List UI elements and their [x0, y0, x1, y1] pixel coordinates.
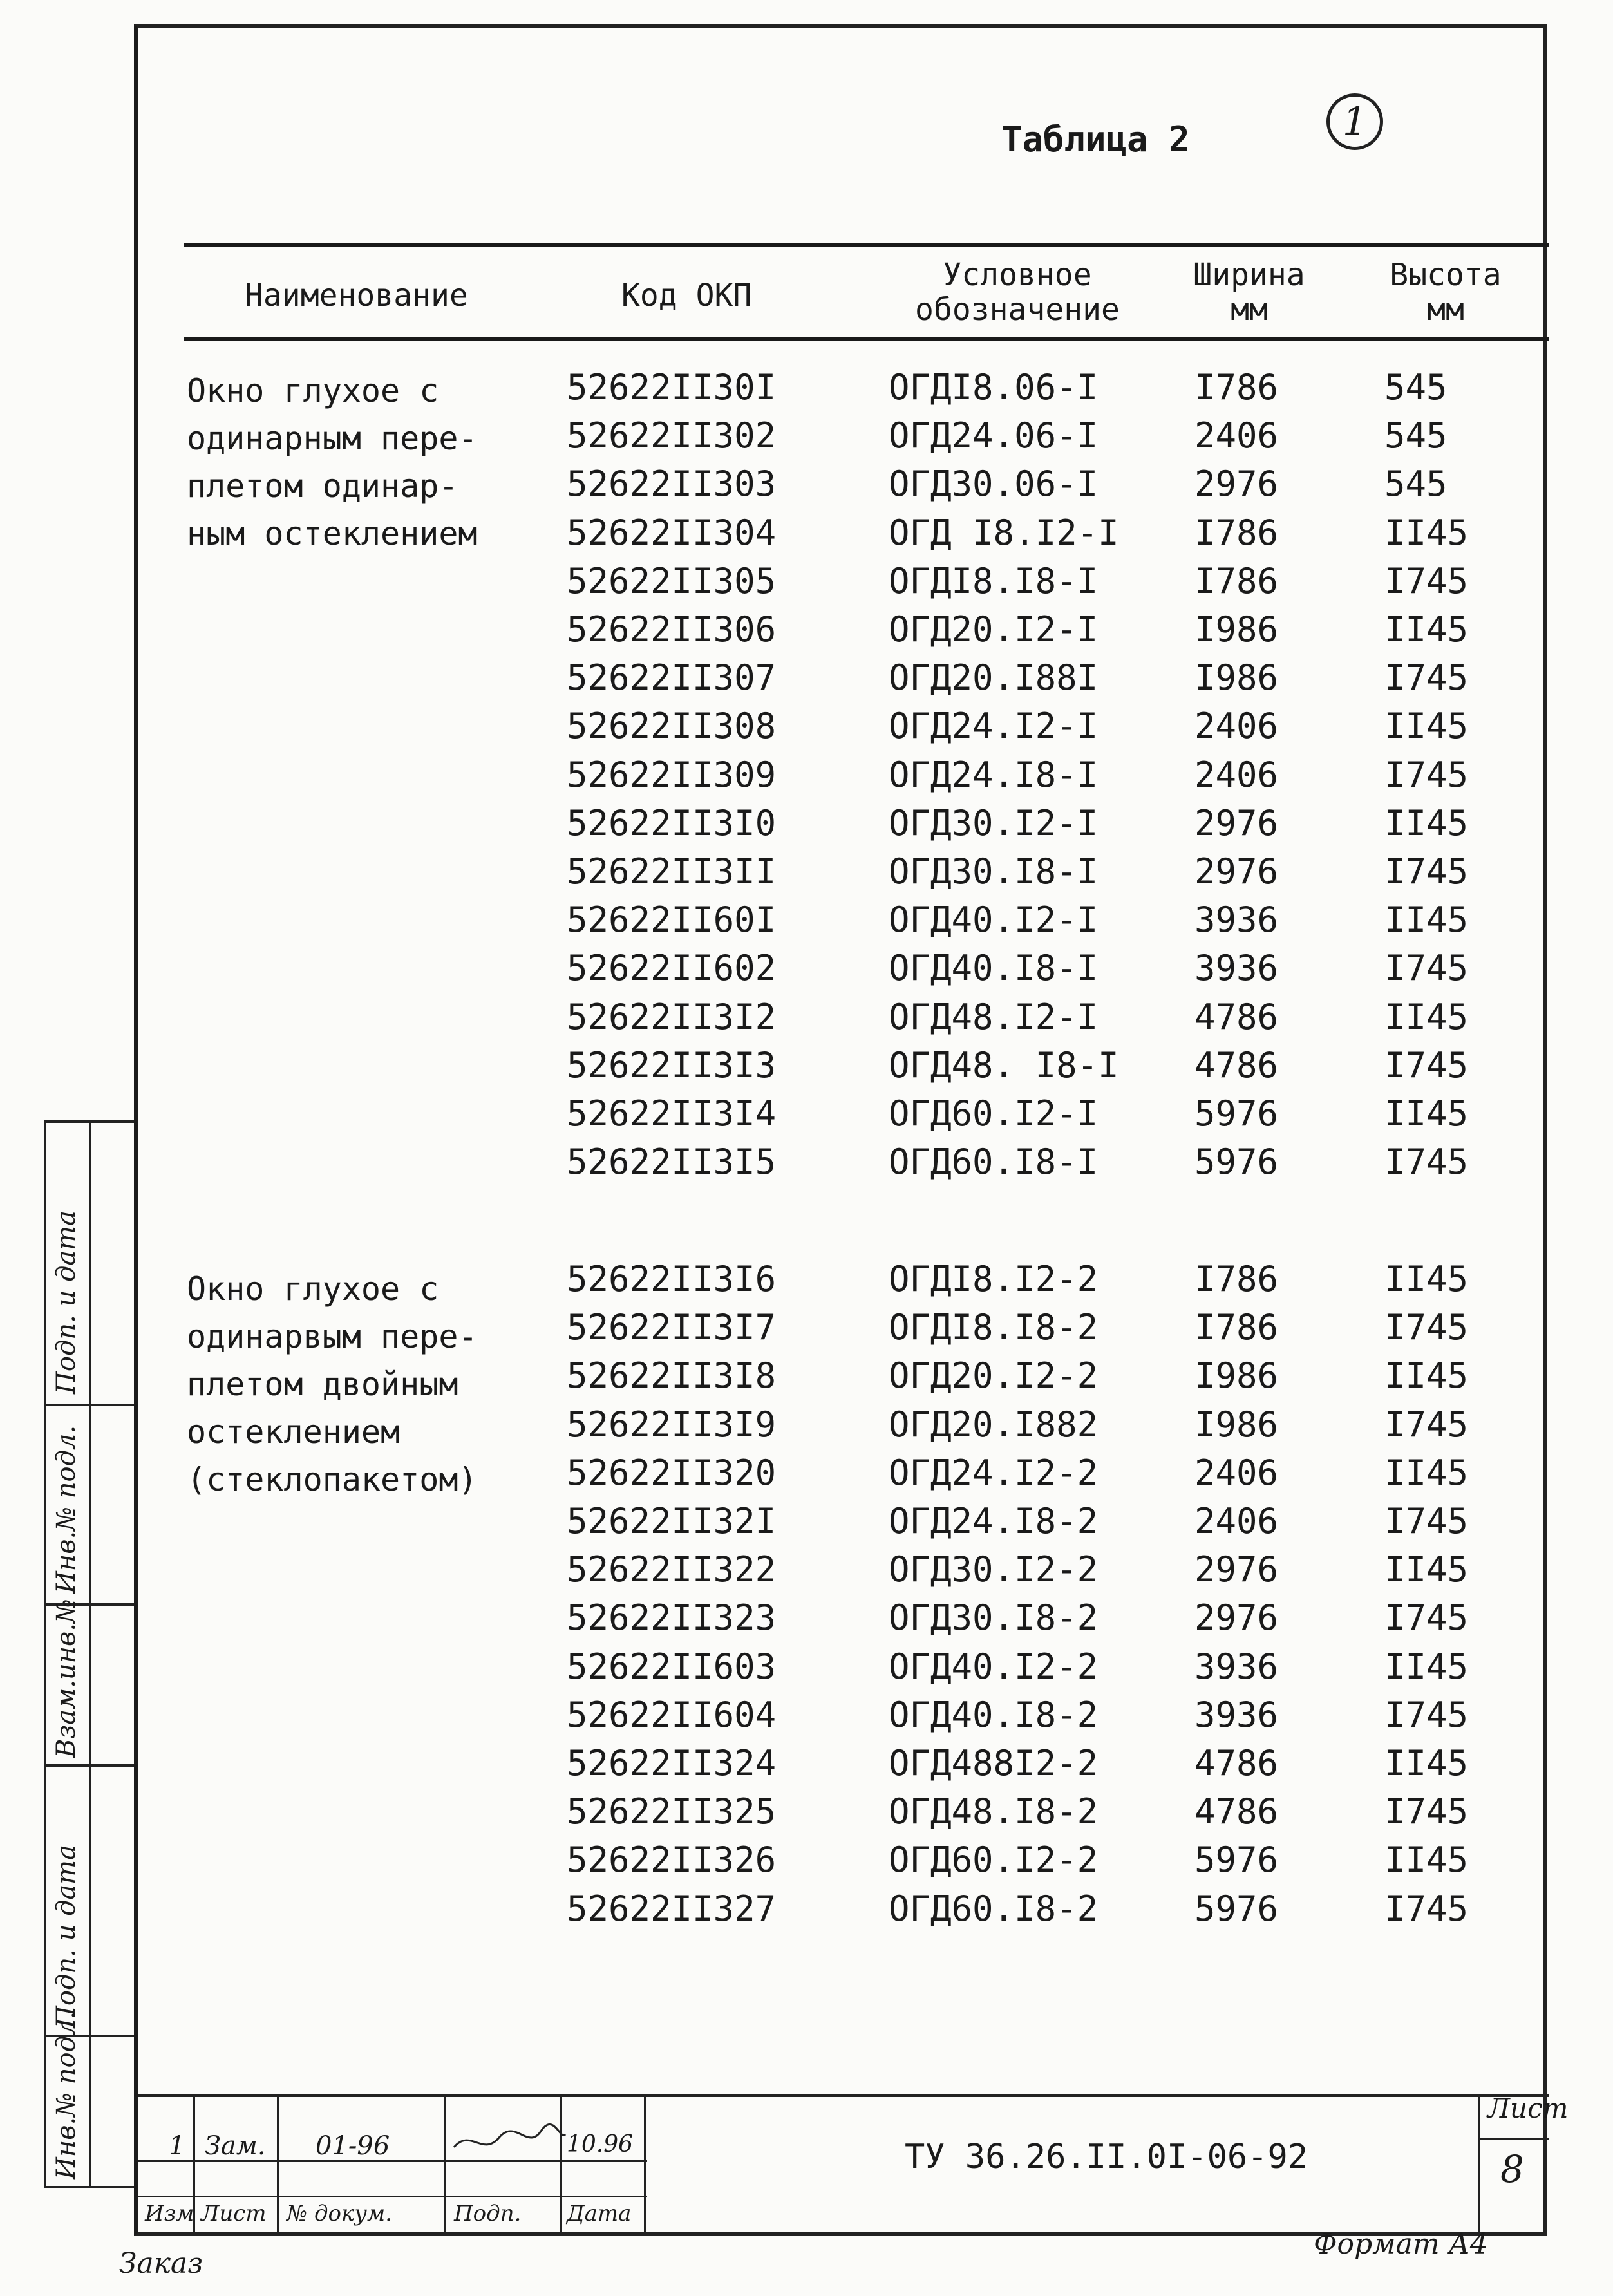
side-label: Подп. и дата	[52, 1845, 81, 2028]
width-value: 4786	[1194, 1044, 1279, 1086]
designation: ОГД60.I2-I	[889, 1093, 1099, 1134]
change-num: 1	[169, 2131, 185, 2161]
height-value: II45	[1384, 1743, 1469, 1783]
height-value: I745	[1384, 1142, 1469, 1183]
col-header-designation-line2: обозначение	[915, 292, 1120, 328]
height-value: I745	[1384, 1888, 1469, 1929]
table-title: Таблица 2	[1001, 119, 1190, 160]
okp-code: 52622II60I	[567, 899, 777, 941]
height-value: I745	[1384, 1307, 1469, 1348]
okp-code: 52622II3I9	[567, 1404, 777, 1445]
okp-code: 52622II604	[567, 1694, 777, 1735]
okp-code: 52622II306	[567, 609, 777, 650]
width-value: 5976	[1194, 1840, 1279, 1881]
height-value: II45	[1384, 1259, 1469, 1299]
width-value: 2406	[1194, 415, 1279, 456]
width-value: 2406	[1194, 706, 1279, 747]
okp-code: 52622II3I8	[567, 1355, 777, 1397]
designation: ОГД40.I2-I	[889, 899, 1099, 941]
width-value: 3936	[1194, 1694, 1279, 1735]
height-value: I745	[1384, 1694, 1469, 1735]
title-block-top	[138, 2094, 1549, 2097]
designation: ОГД20.I2-2	[889, 1355, 1099, 1397]
okp-code: 52622II322	[567, 1549, 777, 1590]
designation: ОГД488I2-2	[889, 1743, 1099, 1783]
designation: ОГД60.I8-2	[889, 1888, 1099, 1929]
width-value: 2976	[1194, 851, 1279, 892]
page-mark: 1	[1326, 93, 1383, 150]
okp-code: 52622II305	[567, 560, 777, 601]
width-value: 2976	[1194, 464, 1279, 505]
width-value: I986	[1194, 1355, 1279, 1397]
height-value: I745	[1384, 560, 1469, 601]
designation: ОГД40.I2-2	[889, 1646, 1099, 1687]
col-header-width	[1185, 258, 1314, 327]
okp-code: 52622II307	[567, 657, 777, 699]
height-value: II45	[1384, 1549, 1469, 1590]
label-list: Лист	[201, 2201, 267, 2226]
title-block-sheet-line	[1478, 2138, 1549, 2140]
group-name-line: плетом двойным	[187, 1366, 458, 1403]
height-value: II45	[1384, 899, 1469, 941]
designation: ОГД60.I2-2	[889, 1840, 1099, 1881]
height-value: 545	[1384, 464, 1448, 505]
okp-code: 52622II603	[567, 1646, 777, 1687]
width-value: I986	[1194, 657, 1279, 699]
height-value: I745	[1384, 851, 1469, 892]
height-value: I745	[1384, 1597, 1469, 1639]
side-label: Подп. и дата	[52, 1210, 81, 1394]
okp-code: 52622II323	[567, 1597, 777, 1639]
okp-code: 52622II308	[567, 706, 777, 747]
height-value: II45	[1384, 609, 1469, 650]
okp-code: 52622II309	[567, 754, 777, 795]
designation: ОГД30.I2-I	[889, 802, 1099, 843]
height-value: 545	[1384, 415, 1448, 456]
header-top-rule	[184, 243, 1549, 247]
width-value: 2406	[1194, 754, 1279, 795]
width-value: 2976	[1194, 802, 1279, 843]
group-name-line: одинарвым пере-	[187, 1318, 478, 1355]
width-value: 3936	[1194, 1646, 1279, 1687]
height-value: II45	[1384, 1646, 1469, 1687]
okp-code: 52622II3I4	[567, 1093, 777, 1134]
height-value: II45	[1384, 1452, 1469, 1493]
col-header-width-line2: мм	[1231, 292, 1268, 328]
width-value: 4786	[1194, 996, 1279, 1037]
label-doc: № докум.	[287, 2201, 393, 2226]
col-header-height-line1: Высота	[1390, 257, 1502, 293]
change-type: Зам.	[205, 2131, 266, 2161]
height-value: I745	[1384, 1501, 1469, 1541]
width-value: 2976	[1194, 1597, 1279, 1639]
okp-code: 52622II325	[567, 1791, 777, 1832]
col-header-code: Код ОКП	[621, 278, 752, 314]
okp-code: 52622II3I5	[567, 1142, 777, 1183]
height-value: II45	[1384, 512, 1469, 553]
side-stamp-line	[44, 1120, 134, 1123]
height-value: II45	[1384, 1840, 1469, 1881]
okp-code: 52622II326	[567, 1840, 777, 1881]
side-label: Взам.инв.№	[52, 1599, 81, 1758]
height-value: I745	[1384, 1404, 1469, 1445]
okp-code: 52622II3I0	[567, 802, 777, 843]
signature	[451, 2122, 567, 2160]
width-value: I986	[1194, 609, 1279, 650]
side-stamp-line	[44, 1404, 134, 1406]
width-value: I986	[1194, 1404, 1279, 1445]
designation: ОГД24.I8-2	[889, 1501, 1099, 1541]
change-date: 10.96	[567, 2131, 634, 2158]
okp-code: 52622II3II	[567, 851, 777, 892]
col-header-name: Наименование	[245, 278, 468, 314]
width-value: 3936	[1194, 899, 1279, 941]
side-stamp-line	[44, 2186, 134, 2188]
label-sign: Подп.	[454, 2201, 522, 2226]
side-stamp-edge	[44, 1120, 46, 2188]
designation: ОГД20.I882	[889, 1404, 1099, 1445]
okp-code: 52622II320	[567, 1452, 777, 1493]
group-2-name	[187, 1265, 478, 1503]
width-value: 5976	[1194, 1142, 1279, 1183]
height-value: II45	[1384, 706, 1469, 747]
group-name-line: одинарным пере-	[187, 420, 478, 457]
title-block-row-line	[138, 2196, 647, 2197]
side-label: Инв.№ подл.	[52, 2011, 81, 2179]
width-value: 3936	[1194, 948, 1279, 989]
designation: ОГД48. I8-I	[889, 1044, 1119, 1086]
height-value: II45	[1384, 802, 1469, 843]
designation: ОГДI8.I2-2	[889, 1259, 1099, 1299]
title-block-divider	[644, 2094, 646, 2232]
group-name-line: остеклением	[187, 1413, 401, 1451]
sheet-number: 8	[1500, 2147, 1524, 2191]
group-name-line: (стеклопакетом)	[187, 1461, 478, 1498]
height-value: I745	[1384, 657, 1469, 699]
col-header-height-line2: мм	[1427, 292, 1464, 328]
okp-code: 52622II303	[567, 464, 777, 505]
side-stamp-line	[44, 1764, 134, 1767]
okp-code: 52622II3I7	[567, 1307, 777, 1348]
label-date: Дата	[567, 2201, 632, 2226]
designation: ОГД48.I8-2	[889, 1791, 1099, 1832]
group-name-line: Окно глухое с	[187, 1270, 439, 1308]
height-value: I745	[1384, 948, 1469, 989]
col-header-width-line1: Ширина	[1193, 257, 1305, 293]
height-value: I745	[1384, 1044, 1469, 1086]
designation: ОГД24.06-I	[889, 415, 1099, 456]
width-value: I786	[1194, 512, 1279, 553]
col-header-height	[1365, 258, 1526, 327]
col-header-designation-line1: Условное	[943, 257, 1092, 293]
okp-code: 52622II30I	[567, 367, 777, 408]
okp-code: 52622II3I6	[567, 1259, 777, 1299]
width-value: I786	[1194, 367, 1279, 408]
designation: ОГД48.I2-I	[889, 996, 1099, 1037]
title-block-col	[277, 2094, 279, 2232]
designation: ОГД40.I8-I	[889, 948, 1099, 989]
height-value: 545	[1384, 367, 1448, 408]
width-value: 4786	[1194, 1791, 1279, 1832]
height-value: II45	[1384, 1093, 1469, 1134]
width-value: 5976	[1194, 1093, 1279, 1134]
side-label: Инв.№ подл.	[52, 1425, 81, 1594]
width-value: 2406	[1194, 1501, 1279, 1541]
col-header-designation	[889, 258, 1146, 327]
okp-code: 52622II32I	[567, 1501, 777, 1541]
okp-code: 52622II304	[567, 512, 777, 553]
okp-code: 52622II3I2	[567, 996, 777, 1037]
height-value: II45	[1384, 996, 1469, 1037]
width-value: I786	[1194, 1259, 1279, 1299]
designation: ОГДI8.06-I	[889, 367, 1099, 408]
width-value: I786	[1194, 560, 1279, 601]
width-value: 2976	[1194, 1549, 1279, 1590]
designation: ОГД40.I8-2	[889, 1694, 1099, 1735]
title-block-col	[444, 2094, 446, 2232]
designation: ОГД30.06-I	[889, 464, 1099, 505]
designation: ОГДI8.I8-I	[889, 560, 1099, 601]
change-doc-num: 01-96	[316, 2131, 390, 2161]
format-label: Формат А4	[1314, 2228, 1488, 2261]
group-1-name	[187, 367, 478, 558]
designation: ОГД30.I2-2	[889, 1549, 1099, 1590]
label-izm: Изм	[145, 2201, 194, 2226]
designation: ОГД20.I2-I	[889, 609, 1099, 650]
okp-code: 52622II324	[567, 1743, 777, 1783]
okp-code: 52622II602	[567, 948, 777, 989]
designation: ОГД24.I2-I	[889, 706, 1099, 747]
width-value: I786	[1194, 1307, 1279, 1348]
designation: ОГД30.I8-I	[889, 851, 1099, 892]
designation: ОГД20.I88I	[889, 657, 1099, 699]
okp-code: 52622II3I3	[567, 1044, 777, 1086]
group-name-line: ным остеклением	[187, 515, 478, 552]
group-name-line: Окно глухое с	[187, 372, 439, 409]
group-name-line: плетом одинар-	[187, 467, 458, 505]
designation: ОГД30.I8-2	[889, 1597, 1099, 1639]
document-code: ТУ 36.26.II.0I-06-92	[905, 2138, 1308, 2176]
order-label: Заказ	[119, 2247, 203, 2280]
designation: ОГД24.I8-I	[889, 754, 1099, 795]
designation: ОГД60.I8-I	[889, 1142, 1099, 1183]
height-value: I745	[1384, 754, 1469, 795]
title-block-sheet-divider	[1478, 2094, 1480, 2232]
sheet-label: Лист	[1487, 2093, 1569, 2124]
header-bottom-rule	[184, 337, 1549, 341]
height-value: I745	[1384, 1791, 1469, 1832]
page-frame	[134, 24, 1547, 2236]
width-value: 5976	[1194, 1888, 1279, 1929]
height-value: II45	[1384, 1355, 1469, 1397]
designation: ОГД I8.I2-I	[889, 512, 1119, 553]
width-value: 2406	[1194, 1452, 1279, 1493]
okp-code: 52622II302	[567, 415, 777, 456]
designation: ОГДI8.I8-2	[889, 1307, 1099, 1348]
designation: ОГД24.I2-2	[889, 1452, 1099, 1493]
width-value: 4786	[1194, 1743, 1279, 1783]
title-block-col	[560, 2094, 562, 2232]
okp-code: 52622II327	[567, 1888, 777, 1929]
